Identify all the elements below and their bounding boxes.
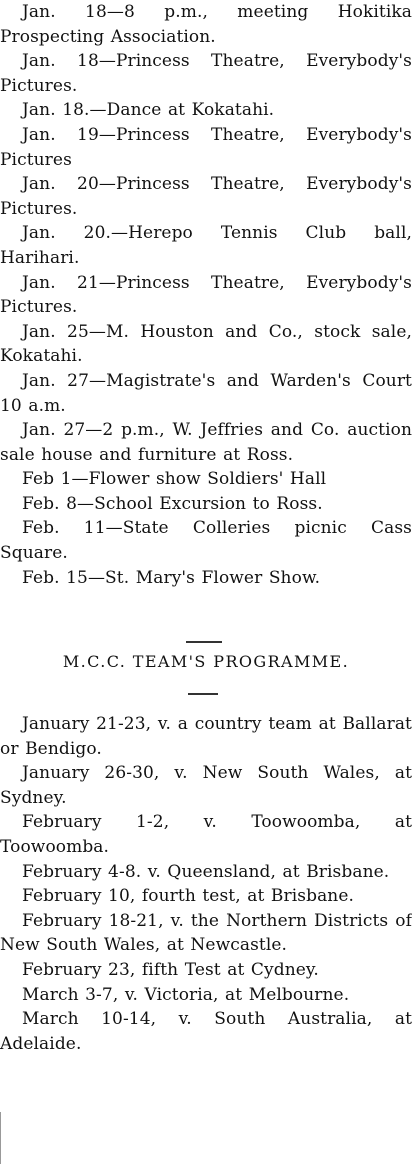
list-item: Jan. 19—Princess Theatre, Everybody's Pictures [0, 124, 412, 170]
fixture-list [0, 712, 412, 1056]
list-item: Jan. 27—2 p.m., W. Jeffries and Co. auction sale house and furniture at Ross. [0, 420, 412, 465]
fixture-item: February 4-8. v. Queensland, at Brisbane. [22, 861, 390, 882]
list-item: Jan. 20.—Herepo Tennis Club ball, Harihari. [0, 223, 412, 268]
list-item: Jan. 18—Princess Theatre, Everybody's Pictures. [0, 51, 412, 96]
fixture-item: January 26-30, v. New South Wales, at Sydney. [0, 763, 412, 808]
fixture-item: February 18-21, v. the Northern Districts of New South Wales, at Newcastle. [0, 910, 412, 956]
list-item: Feb. 8—School Excursion to Ross. [22, 493, 323, 514]
list-item: Jan. 27—Magistrate's and Warden's Court 10 a.m. [0, 370, 412, 416]
list-item: Feb. 11—State Colleries picnic Cass Square. [0, 518, 412, 564]
list-item: Jan. 18—8 p.m., meeting Hokitika Prospecting Association. [0, 2, 412, 47]
list-item: Jan. 18.—Dance at Kokatahi. [22, 100, 275, 121]
list-item: Jan. 21—Princess Theatre, Everybody's Pictures. [0, 272, 412, 318]
fixture-item: January 21-23, v. a country team at Ballarat or Bendigo. [0, 714, 412, 759]
list-item: Feb. 15—St. Mary's Flower Show. [22, 567, 321, 588]
fixture-item: March 3-7, v. Victoria, at Melbourne. [22, 984, 350, 1005]
list-item: Feb 1—Flower show Soldiers' Hall [22, 469, 327, 490]
section-divider [186, 641, 222, 643]
section-heading: M.C.C. TEAM'S PROGRAMME. [62, 652, 350, 671]
heading-rule [188, 693, 218, 695]
fixture-item: February 10, fourth test, at Brisbane. [22, 886, 355, 907]
list-item: Jan. 25—M. Houston and Co., stock sale, Kokatahi. [0, 321, 412, 367]
list-item: Jan. 20—Princess Theatre, Everybody's Pictures. [0, 174, 412, 219]
fixture-item: February 23, fifth Test at Cydney. [22, 959, 319, 980]
page-edge-mark [0, 1112, 1, 1164]
fixture-item: February 1-2, v. Toowoomba, at Toowoomba. [0, 812, 412, 857]
fixture-item: March 10-14, v. South Australia, at Adelaide. [0, 1009, 412, 1054]
